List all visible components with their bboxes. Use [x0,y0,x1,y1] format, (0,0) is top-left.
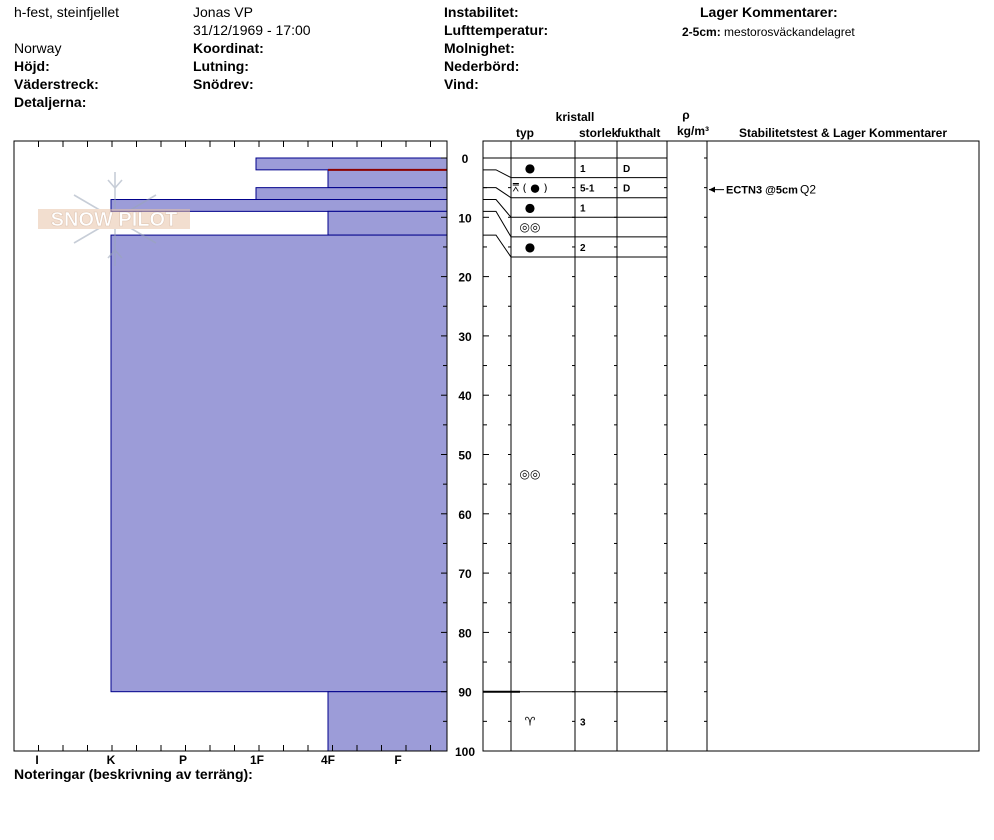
column-headers [516,108,947,140]
hardness-tick-label: P [178,753,188,767]
layer-size: 1 [580,203,586,215]
ice-formation-icon: ♈ [524,714,536,729]
layer-table-frame [483,141,979,751]
column-header: typ [516,126,534,140]
hardness-bar [328,170,447,188]
layer-moisture: D [623,163,631,175]
test-quality: Q2 [800,182,817,197]
depth-tick-label: 20 [458,270,472,285]
depth-tick-label: 50 [458,448,472,463]
depth-tick-label: 40 [458,389,472,404]
layer-connector [483,200,511,218]
label-snodrev: Snödrev: [193,76,254,92]
label-molnighet: Molnighet: [444,40,515,56]
hardness-bar [328,211,447,235]
hardness-bar [111,235,447,692]
depth-tick-label: 10 [458,211,472,226]
label-lutning: Lutning: [193,58,249,74]
test-pointer-arrow [709,187,715,193]
hardness-profile [111,158,447,751]
rounded-grains-icon: ● [524,160,536,175]
rounded-grains-icon: ● [524,239,536,254]
label-lager-kommentarer: Lager Kommentarer: [700,4,838,20]
label-lufttemperatur: Lufttemperatur: [444,22,549,38]
country-name: Norway [14,40,62,56]
depth-tick-label: 30 [458,329,472,344]
depth-tick-label: 80 [458,626,472,641]
melt-forms-icon: ◎◎ [519,467,541,482]
depth-tick-label: 0 [461,152,469,166]
column-header: kristall [555,110,595,124]
column-header: kg/m³ [676,124,710,138]
label-hojd: Höjd: [14,58,50,74]
hardness-tick-label: 1F [249,753,265,767]
column-header: fukthalt [617,126,661,140]
faceted-rounded-icon: ⩞ ( ● ) [512,181,548,195]
observation-datetime: 31/12/1969 - 17:00 [193,22,311,38]
column-header: storlek [579,126,619,140]
layer-size: 3 [580,717,586,729]
rounded-grains-icon: ● [524,200,536,215]
watermark-text: SNOW PILOT [50,209,178,231]
layer-comment-text: mestorosväckandelagret [724,25,855,39]
layer-connector [483,188,511,198]
label-koordinat: Koordinat: [193,40,264,56]
layer-moisture: D [623,183,631,195]
depth-tick-label: 70 [458,567,472,582]
layer-connector [483,235,511,257]
column-header: ρ [682,108,690,122]
label-nederbord: Nederbörd: [444,58,520,74]
layer-size: 2 [580,242,586,254]
hardness-bar [328,692,447,751]
hardness-bar [256,158,447,170]
depth-tick-label: 90 [458,685,472,700]
observer-name: Jonas VP [193,4,253,20]
layer-connector [483,170,511,178]
label-detaljerna: Detaljerna: [14,94,87,110]
layer-size: 5-1 [580,183,595,195]
hardness-bar [256,188,447,200]
hardness-tick-label: F [394,753,402,767]
hardness-tick-label: 4F [320,753,336,767]
hardness-tick-label: K [106,753,116,767]
location-name: h-fest, steinfjellet [14,4,120,20]
depth-tick-label: 60 [458,507,472,522]
label-vaderstreck: Väderstreck: [14,76,99,92]
melt-forms-icon: ◎◎ [519,220,541,235]
layer-size: 1 [580,163,586,175]
layer-comment-range: 2-5cm: [682,25,721,39]
hardness-tick-label: I [35,753,39,767]
depth-tick-label: 100 [454,745,476,759]
stability-tests [709,183,816,197]
label-instabilitet: Instabilitet: [444,4,519,20]
layer-connector [483,211,511,236]
test-label: ECTN3 @5cm [726,184,798,197]
label-vind: Vind: [444,76,479,92]
column-header: Stabilitetstest & Lager Kommentarer [738,126,948,140]
notes-label: Noteringar (beskrivning av terräng): [14,766,253,782]
